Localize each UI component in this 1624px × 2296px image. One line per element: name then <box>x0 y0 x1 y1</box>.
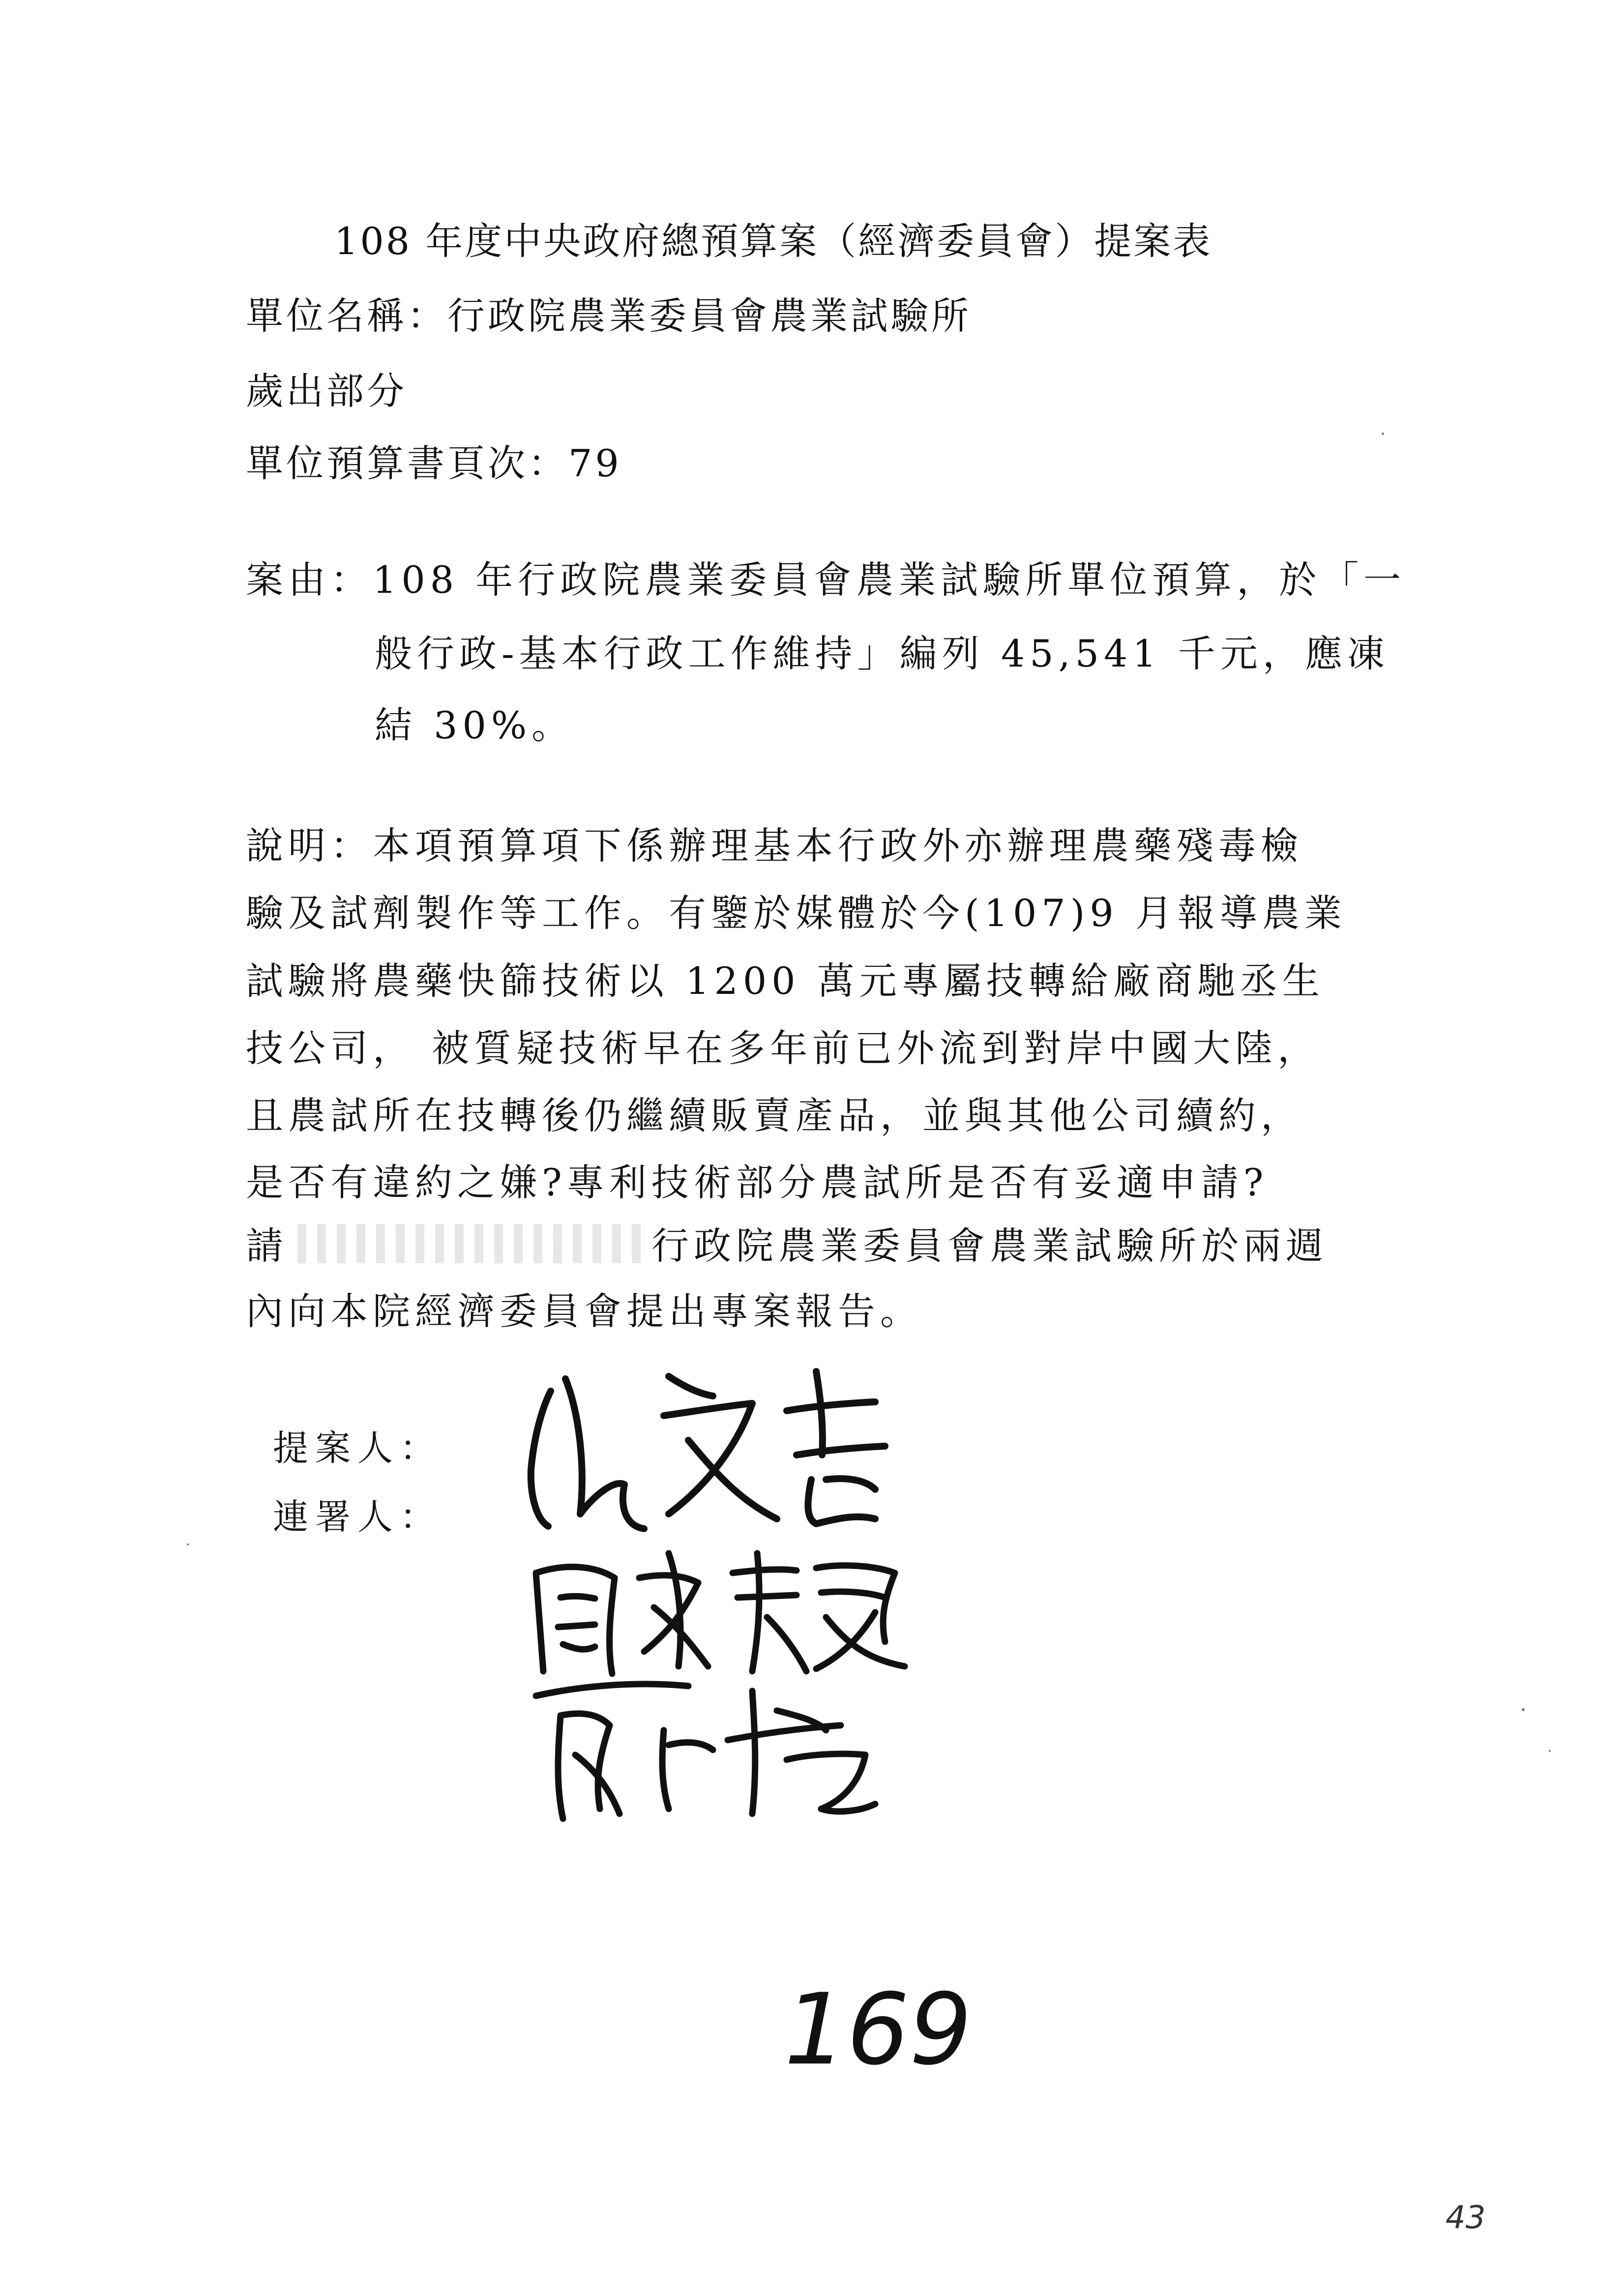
unit-name-line: 單位名稱：行政院農業委員會農業試驗所 <box>246 294 972 338</box>
cosigner-signature-1 <box>521 1543 924 1681</box>
cosigner-signature-2 <box>521 1671 924 1829</box>
explanation-line-3: 試驗將農藥快篩技術以 1200 萬元專屬技轉給廠商馳丞生 <box>246 959 1325 1003</box>
explanation-line-1: 說明：本項預算項下係辦理基本行政外亦辦理農藥殘毒檢 <box>246 824 1303 868</box>
scan-speck <box>1522 1708 1525 1711</box>
handwritten-page-number: 169 <box>784 1973 972 2087</box>
proposer-label: 提案人： <box>273 1427 443 1469</box>
budget-page-line: 單位預算書頁次：79 <box>246 441 622 485</box>
corner-page-number: 43 <box>1446 2200 1486 2236</box>
cosigner-label: 連署人： <box>273 1496 443 1538</box>
explanation-line-7-end: 行政院農業委員會農業試驗所於兩週 <box>651 1224 1328 1268</box>
proposer-signature <box>521 1357 924 1543</box>
scan-speck <box>1382 433 1384 435</box>
explanation-line-8: 內向本院經濟委員會提出專案報告。 <box>246 1289 922 1333</box>
redacted-area <box>297 1224 642 1263</box>
case-line-3: 結 30%。 <box>375 703 574 747</box>
explanation-line-4: 技公司， 被質疑技術早在多年前已外流到對岸中國大陸， <box>246 1026 1320 1070</box>
explanation-line-5: 且農試所在技轉後仍繼續販賣產品，並與其他公司續約， <box>246 1094 1303 1137</box>
explanation-line-6: 是否有違約之嫌?專利技術部分農試所是否有妥適申請? <box>246 1161 1269 1204</box>
scan-speck <box>187 1543 189 1545</box>
case-line-2: 般行政-基本行政工作維持」編列 45,541 千元，應凍 <box>375 632 1389 675</box>
case-line-1: 案由：108 年行政院農業委員會農業試驗所單位預算，於「一 <box>246 558 1406 602</box>
document-title: 108 年度中央政府總預算案（經濟委員會）提案表 <box>334 219 1212 263</box>
explanation-line-7-start: 請 <box>246 1224 288 1268</box>
scan-speck <box>1549 1750 1551 1752</box>
section-line: 歲出部分 <box>246 369 407 413</box>
explanation-line-2: 驗及試劑製作等工作。有鑒於媒體於今(107)9 月報導農業 <box>246 891 1347 935</box>
